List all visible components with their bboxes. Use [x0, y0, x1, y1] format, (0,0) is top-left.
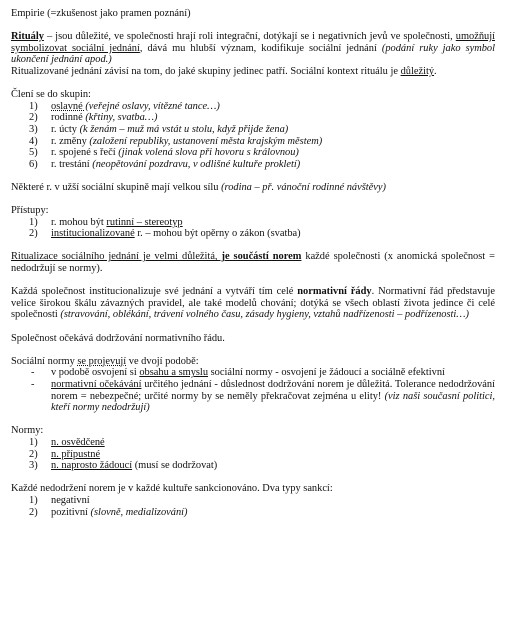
- pristupy-heading: Přístupy:: [11, 205, 49, 217]
- ocekava-line: Společnost očekává dodržování normativního řádu.: [11, 332, 225, 344]
- list-item: 3) r. úcty (k ženám – muž má vstát u stolu, když přijde žena): [29, 123, 289, 135]
- ritualy-context-line: Ritualizované jednání závisí na tom, do jaké skupiny jedinec patří. Sociální kontext rituálu je důležitý.: [11, 65, 437, 77]
- list-item: 2) n. přípustné: [29, 448, 101, 460]
- list-item: 3) n. naprosto žádoucí (musí se dodržovat): [29, 460, 218, 472]
- list-item: 6) r. trestání (neopětování pozdravu, v odlišné kultuře prokletí): [29, 158, 301, 170]
- list-item: 1) r. mohou být rutinní – stereotyp: [29, 216, 183, 228]
- nektere-line: Některé r. v užší sociální skupině mají velkou sílu (rodina – př. vánoční rodinné návštěvy): [11, 181, 386, 193]
- empirie-line: Empirie (=zkušenost jako pramen poznání): [11, 8, 191, 19]
- sankce-list: [11, 495, 495, 518]
- pristupy-list: [11, 217, 495, 240]
- ritualy-term: Rituály: [11, 31, 44, 43]
- list-item: 1) oslavné (veřejné oslavy, vítězné tance…): [29, 100, 220, 112]
- list-item: 1) negativní: [29, 494, 90, 506]
- normy-list: [11, 437, 495, 472]
- list-item: - normativní očekávání určitého jednání - důslednost dodržování norem je důležitá. Tolerance nedodržování norem = nebezpečné; určité normy by se neměly překračovat zejména u elity! (viz naši současní politici, kteří normy nedodržují): [31, 379, 495, 414]
- normy-heading: Normy:: [11, 425, 44, 437]
- cleni-heading: Člení se do skupin:: [11, 89, 91, 101]
- list-item: 2) pozitivní (slovně, medializování): [29, 506, 188, 518]
- ritualizace-paragraph: Ritualizace sociálního jednání je velmi důležitá, je součástí norem každé společnosti (x anomická společnost = nedodržují se normy).: [11, 251, 495, 275]
- sankce-line: Každé nedodržení norem je v každé kultuře sankcionováno. Dva typy sankcí:: [11, 483, 333, 495]
- list-item: 4) r. změny (založení republiky, ustanovení města krajským městem): [29, 135, 323, 147]
- list-item: 2) rodinné (křtiny, svatba…): [29, 112, 158, 124]
- ritualy-paragraph: Rituály – jsou důležité, ve společnosti hrají roli integrační, dotýkají se i negativních jevů ve společnosti, umožňují symbolizovat sociální jednání, dává mu hlubší význam, kodifikuje sociální jednání (podání ruky jako symbol ukončení jednání apod.): [11, 31, 496, 66]
- list-item: 5) r. spojené s řečí (jinak volená slova při hovoru s královnou): [29, 147, 299, 159]
- normativni-rad-paragraph: Každá společnost institucionalizuje své jednání a vytváří tím celé normativní řády. Normativní řád představuje velice širokou škálu závazných pravidel, ale také modelů chování; dotýká se všech oblastí života jedince či celé společnosti (stravování, oblékání, trávení volného času, zásady hygieny, vztahů nadřízenosti – podřízenosti…): [11, 286, 495, 321]
- normy-podoba-list: [11, 367, 495, 413]
- normy-podoba-line: Sociální normy se projevují ve dvojí podobě:: [11, 355, 199, 367]
- list-item: 2) institucionalizované r. – mohou být opěrny o zákon (svatba): [29, 228, 301, 240]
- list-item: 1) n. osvědčené: [29, 436, 105, 448]
- cleni-list: [11, 101, 495, 171]
- list-item: - v podobě osvojení si obsahu a smyslu sociální normy - osvojení je žádoucí a sociálně efektivní: [31, 367, 445, 379]
